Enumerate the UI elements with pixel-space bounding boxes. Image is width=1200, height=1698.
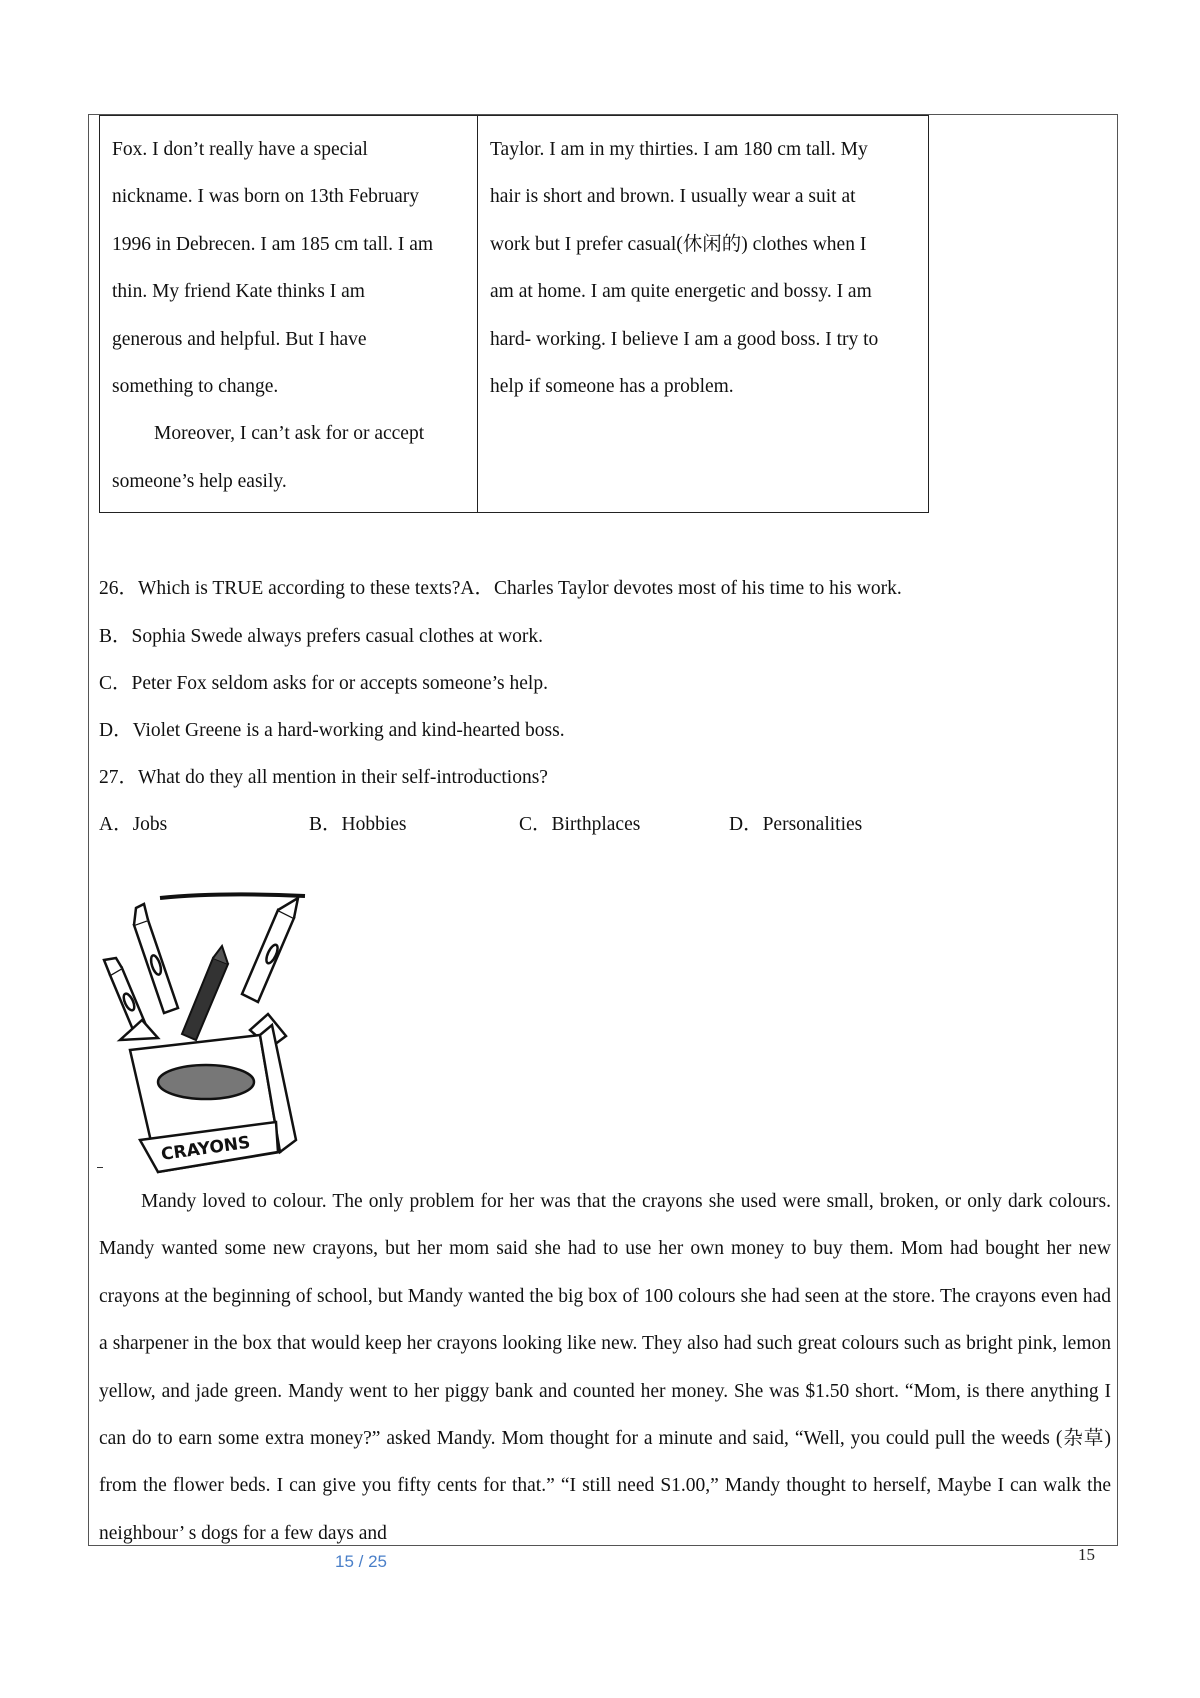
option-27-c: C．Birthplaces: [519, 814, 641, 835]
profile-line: something to change.: [112, 376, 279, 398]
crayon-box-illustration: [100, 890, 340, 1180]
profile-line: am at home. I am quite energetic and bossy. I am: [490, 281, 872, 303]
profile-line: nickname. I was born on 13th February: [112, 186, 420, 208]
profile-line: 1996 in Debrecen. I am 185 cm tall. I am: [112, 233, 434, 255]
profile-line: Fox. I don’t really have a special: [112, 139, 368, 160]
profile-line: Taylor. I am in my thirties. I am 180 cm tall. My: [490, 139, 868, 160]
profile-line: help if someone has a problem.: [490, 376, 734, 398]
profile-cell-charles-taylor: [478, 116, 928, 512]
option-26-c: C．Peter Fox seldom asks for or accepts someone’s help.: [99, 673, 548, 694]
question-27-options: [99, 808, 939, 836]
profile-line: hair is short and brown. I usually wear a suit at: [490, 186, 856, 208]
profile-line: someone’s help easily.: [112, 470, 287, 492]
profile-cell-peter-fox: [100, 116, 478, 512]
question-27: 27．What do they all mention in their self-introductions?: [99, 767, 548, 788]
option-27-b: B．Hobbies: [309, 814, 407, 835]
profile-line: generous and helpful. But I have: [112, 328, 367, 350]
profile-line: Moreover, I can’t ask for or accept: [154, 423, 425, 445]
stray-mark: [97, 1167, 103, 1168]
option-26-d: D．Violet Greene is a hard-working and kind-hearted boss.: [99, 720, 565, 741]
question-26: 26．Which is TRUE according to these texts?A．Charles Taylor devotes most of his time to his work.: [99, 578, 902, 599]
crayon-box-label: CRAYONS: [159, 1132, 252, 1165]
option-27-d: D．Personalities: [729, 814, 863, 835]
reading-passage: [99, 1178, 1111, 1557]
profile-line: hard- working. I believe I am a good boss. I try to: [490, 328, 879, 350]
passage-paragraph: Mandy loved to colour. The only problem for her was that the crayons she used were small, broken, or only dark colours. Mandy wanted some new crayons, but her mom said she had to use her own money to buy them. Mom had bought her new crayons at the beginning of school, but Mandy wanted the big box of 100 colours she had seen at the store. The crayons even had a sharpener in the box that would keep her crayons looking like new. They also had such great colours such as bright pink, lemon yellow, and jade green. Mandy went to her piggy bank and counted her money. She was $1.50 short. “Mom, is there anything I can do to earn some extra money?” asked Mandy. Mom thought for a minute and said, “Well, you could pull the weeds (杂草) from the flower beds. I can give you fifty cents for that.” “I still need S1.00,” Mandy thought to herself, Maybe I can walk the neighbour’ s dogs for a few days and: [99, 1191, 1111, 1544]
option-26-b: B．Sophia Swede always prefers casual clothes at work.: [99, 626, 544, 647]
profile-line: work but I prefer casual(休闲的) clothes when I: [490, 233, 867, 255]
page-number: 15: [1078, 1545, 1095, 1564]
profile-table: [99, 115, 929, 513]
profile-line: thin. My friend Kate thinks I am: [112, 281, 365, 303]
page-indicator: 15 / 25: [335, 1552, 387, 1571]
option-27-a: A．Jobs: [99, 814, 168, 835]
